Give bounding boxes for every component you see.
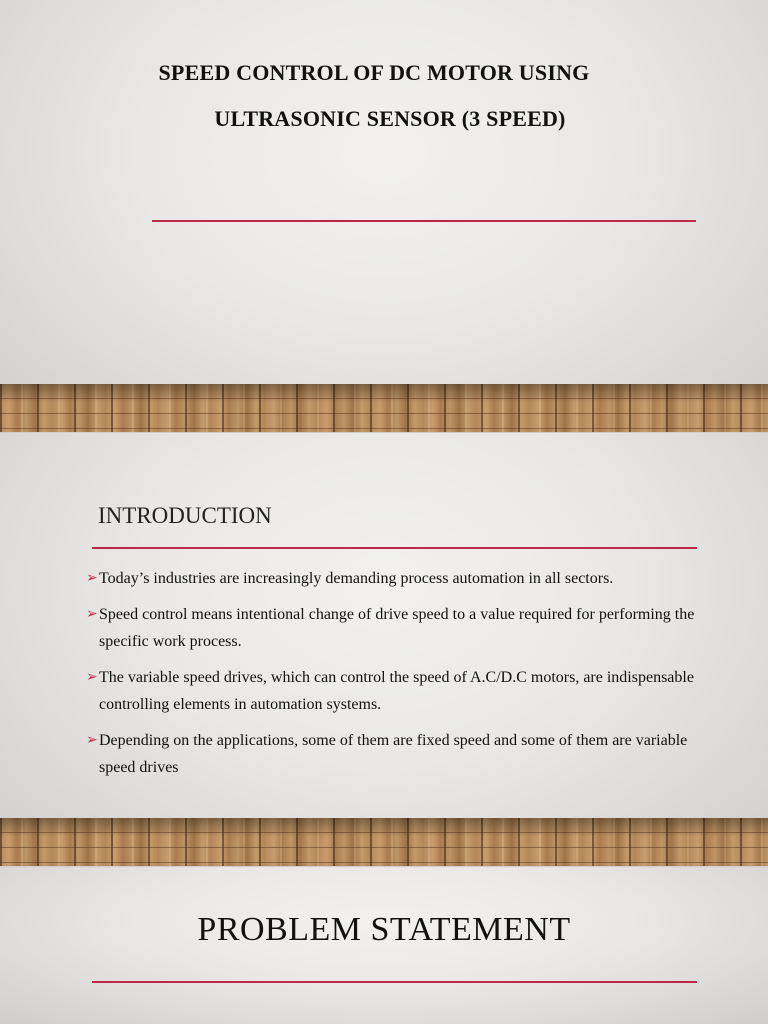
problem-statement-divider	[92, 981, 697, 983]
list-item	[86, 664, 706, 719]
problem-statement-heading: PROBLEM STATEMENT	[197, 911, 571, 948]
list-item	[86, 565, 706, 593]
arrow-bullet-icon: ➢	[86, 570, 98, 586]
slide-title-line-1: SPEED CONTROL OF DC MOTOR USING	[158, 60, 590, 85]
slide-problem-statement	[0, 867, 768, 1024]
list-item	[86, 727, 706, 782]
introduction-heading: INTRODUCTION	[98, 503, 272, 528]
introduction-bullet-list	[86, 565, 706, 790]
list-item	[86, 601, 706, 656]
arrow-bullet-icon: ➢	[86, 605, 98, 622]
arrow-bullet-icon: ➢	[86, 731, 98, 748]
slide-introduction	[0, 433, 768, 866]
wood-floor-decoration	[0, 384, 768, 432]
bullet-text: Speed control means intentional change of drive speed to a value required for performing the specific work process.	[99, 605, 695, 650]
bullet-text: Today’s industries are increasingly demanding process automation in all sectors.	[99, 570, 614, 587]
arrow-bullet-icon: ➢	[86, 668, 98, 685]
bullet-text: Depending on the applications, some of them are fixed speed and some of them are variable speed drives	[99, 731, 688, 776]
slide-title	[0, 0, 768, 432]
bullet-text: The variable speed drives, which can control the speed of A.C/D.C motors, are indispensable controlling elements in automation systems.	[99, 668, 694, 713]
slide-title-line-2: ULTRASONIC SENSOR (3 SPEED)	[214, 106, 566, 131]
wood-floor-decoration	[0, 818, 768, 866]
title-divider	[152, 220, 696, 222]
introduction-divider	[92, 547, 697, 549]
